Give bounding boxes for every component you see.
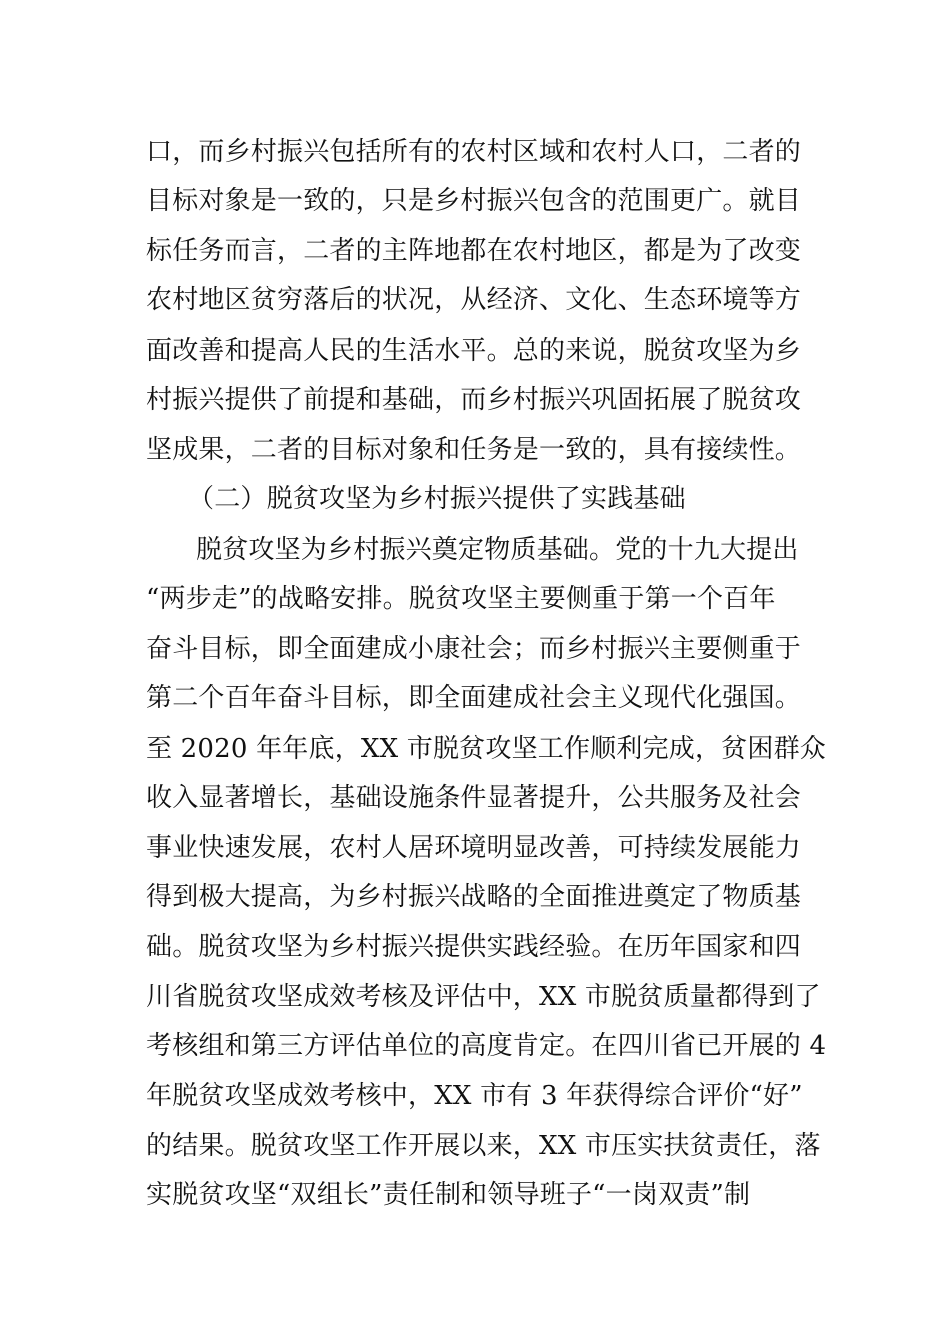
text-line: 的结果。脱贫攻坚工作开展以来，XX 市压实扶贫责任，落 [146,1131,821,1161]
text-line: 农村地区贫穷落后的状况，从经济、文化、生态环境等方 [146,285,802,315]
text-line: 标任务而言，二者的主阵地都在农村地区，都是为了改变 [146,236,802,266]
text-line: 奋斗目标，即全面建成小康社会；而乡村振兴主要侧重于 [146,634,802,664]
text-line: 至 2020 年年底，XX 市脱贫攻坚工作顺利完成，贫困群众 [146,734,826,764]
text-line: 年脱贫攻坚成效考核中，XX 市有 3 年获得综合评价“好” [146,1081,803,1111]
text-line: 面改善和提高人民的生活水平。总的来说，脱贫攻坚为乡 [146,336,802,366]
text-line: 目标对象是一致的，只是乡村振兴包含的范围更广。就目 [146,186,802,216]
text-line: 坚成果，二者的目标对象和任务是一致的，具有接续性。 [146,435,802,465]
text-line: 脱贫攻坚为乡村振兴奠定物质基础。党的十九大提出 [196,535,799,565]
text-line: 川省脱贫攻坚成效考核及评估中，XX 市脱贫质量都得到了 [146,982,821,1012]
section-heading: （二）脱贫攻坚为乡村振兴提供了实践基础 [188,484,686,514]
text-line: 村振兴提供了前提和基础，而乡村振兴巩固拓展了脱贫攻 [146,385,802,415]
text-line: 得到极大提高，为乡村振兴战略的全面推进奠定了物质基 [146,882,802,912]
text-line: 础。脱贫攻坚为乡村振兴提供实践经验。在历年国家和四 [146,932,802,962]
text-line: 事业快速发展，农村人居环境明显改善，可持续发展能力 [146,833,802,863]
text-line: 考核组和第三方评估单位的高度肯定。在四川省已开展的 4 [146,1031,827,1061]
text-line: 口，而乡村振兴包括所有的农村区域和农村人口，二者的 [146,137,802,167]
text-line: 收入显著增长，基础设施条件显著提升，公共服务及社会 [146,783,802,813]
text-line: 第二个百年奋斗目标，即全面建成社会主义现代化强国。 [146,683,802,713]
text-line: “两步走”的战略安排。脱贫攻坚主要侧重于第一个百年 [146,584,776,614]
text-line: 实脱贫攻坚“双组长”责任制和领导班子“一岗双责”制 [146,1180,751,1210]
